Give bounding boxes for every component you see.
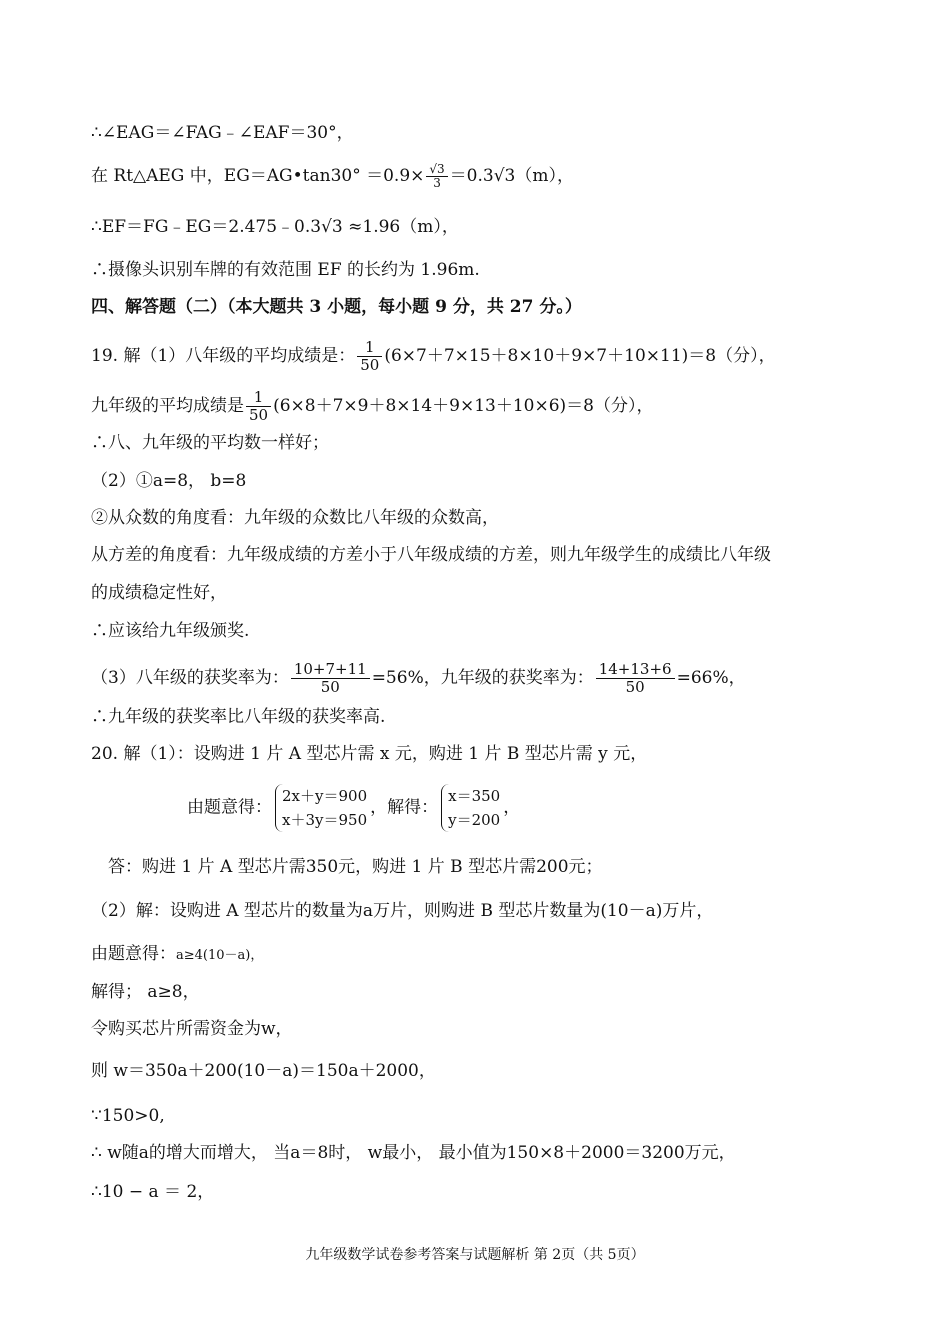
q20-line-8: 则 w＝350a＋200(10－a)＝150a＋2000，	[91, 1061, 436, 1081]
q19-line-1: 19. 解（1）八年级的平均成绩是： $\frac{1}{50}$ (6×7＋7×15＋8×10＋9×7＋10×11)＝8（分），	[91, 338, 776, 374]
page-footer: 九年级数学试卷参考答案与试题解析 第 2页（共 5页）	[305, 1247, 645, 1263]
q19-line-6: 从方差的角度看：九年级成绩的方差小于八年级成绩的方差，则九年级学生的成绩比八年级	[91, 545, 771, 565]
fraction-grade9-award: $\frac{14+13+6}{50}$	[596, 661, 675, 696]
line-angle-eag: ∴∠EAG＝∠FAG﹣∠EAF＝30°，	[91, 123, 354, 143]
fraction-grade8-award: $\frac{10+7+11}{50}$	[291, 661, 370, 696]
q20-line-11: ∴10 − a ＝ 2，	[91, 1182, 215, 1202]
q19-line-10: ∴九年级的获奖率比八年级的获奖率高.	[91, 707, 386, 727]
q19-line-7: 的成绩稳定性好，	[91, 583, 227, 603]
equation-system-1: 2x＋y＝900 x＋3y＝950	[275, 784, 367, 832]
q20-line-9: ∵150>0,	[91, 1106, 165, 1126]
q19-line-2: 九年级的平均成绩是 $\frac{1}{50}$ (6×8＋7×9＋8×14＋9×13＋10×6)＝8（分），	[91, 388, 654, 424]
q19-line-4: （2）①a=8， b=8	[91, 471, 247, 491]
q19-line-5: ②从众数的角度看：九年级的众数比八年级的众数高，	[91, 508, 499, 528]
line-ef-value: ∴EF＝FG﹣EG＝2.475﹣0.3√3 ≈1.96（m），	[91, 217, 459, 237]
line-ef-conclusion: ∴摄像头识别车牌的有效范围 EF 的长约为 1.96m.	[91, 260, 480, 280]
q19-line-8: ∴应该给九年级颁奖.	[91, 621, 250, 641]
fraction-1-over-50: $\frac{1}{50}$	[357, 339, 382, 374]
q20-line-3: 答：购进 1 片 A 型芯片需350元，购进 1 片 B 型芯片需200元；	[108, 857, 603, 877]
q20-line-1: 20. 解（1）：设购进 1 片 A 型芯片需 x 元，购进 1 片 B 型芯片需 y 元，	[91, 744, 648, 764]
q20-line-7: 令购买芯片所需资金为w，	[91, 1019, 293, 1039]
q20-line-10: ∴ w随a的增大而增大， 当a＝8时， w最小， 最小值为150×8＋2000＝3200万元，	[91, 1143, 736, 1163]
q20-line-6: 解得； a≥8，	[91, 982, 200, 1002]
fraction-1-over-50-b: $\frac{1}{50}$	[246, 389, 271, 424]
q19-line-9: （3）八年级的获奖率为： $\frac{10+7+11}{50}$ =56%，九年级的获奖率为： $\frac{14+13+6}{50}$ =66%，	[91, 660, 746, 696]
q19-line-3: ∴八、九年级的平均数一样好；	[91, 433, 329, 453]
q20-line-2: 由题意得： 2x＋y＝900 x＋3y＝950 ，解得： x＝350 y＝200 ，	[187, 784, 520, 832]
section-title: 四、解答题（二）（本大题共 3 小题，每小题 9 分，共 27 分。）	[91, 297, 582, 317]
q20-line-5: 由题意得：a≥4(10－a)，	[91, 944, 264, 964]
equation-system-2: x＝350 y＝200	[441, 784, 500, 832]
line-rt-aeg: 在 Rt△AEG 中，EG＝AG•tan30° ＝0.9× $\frac{√3}{3}$ ＝0.3√3（m），	[91, 162, 574, 190]
q20-line-4: （2）解：设购进 A 型芯片的数量为a万片，则购进 B 型芯片数量为(10－a)万片，	[91, 901, 714, 921]
fraction-sqrt3-over-3: $\frac{√3}{3}$	[426, 163, 447, 190]
